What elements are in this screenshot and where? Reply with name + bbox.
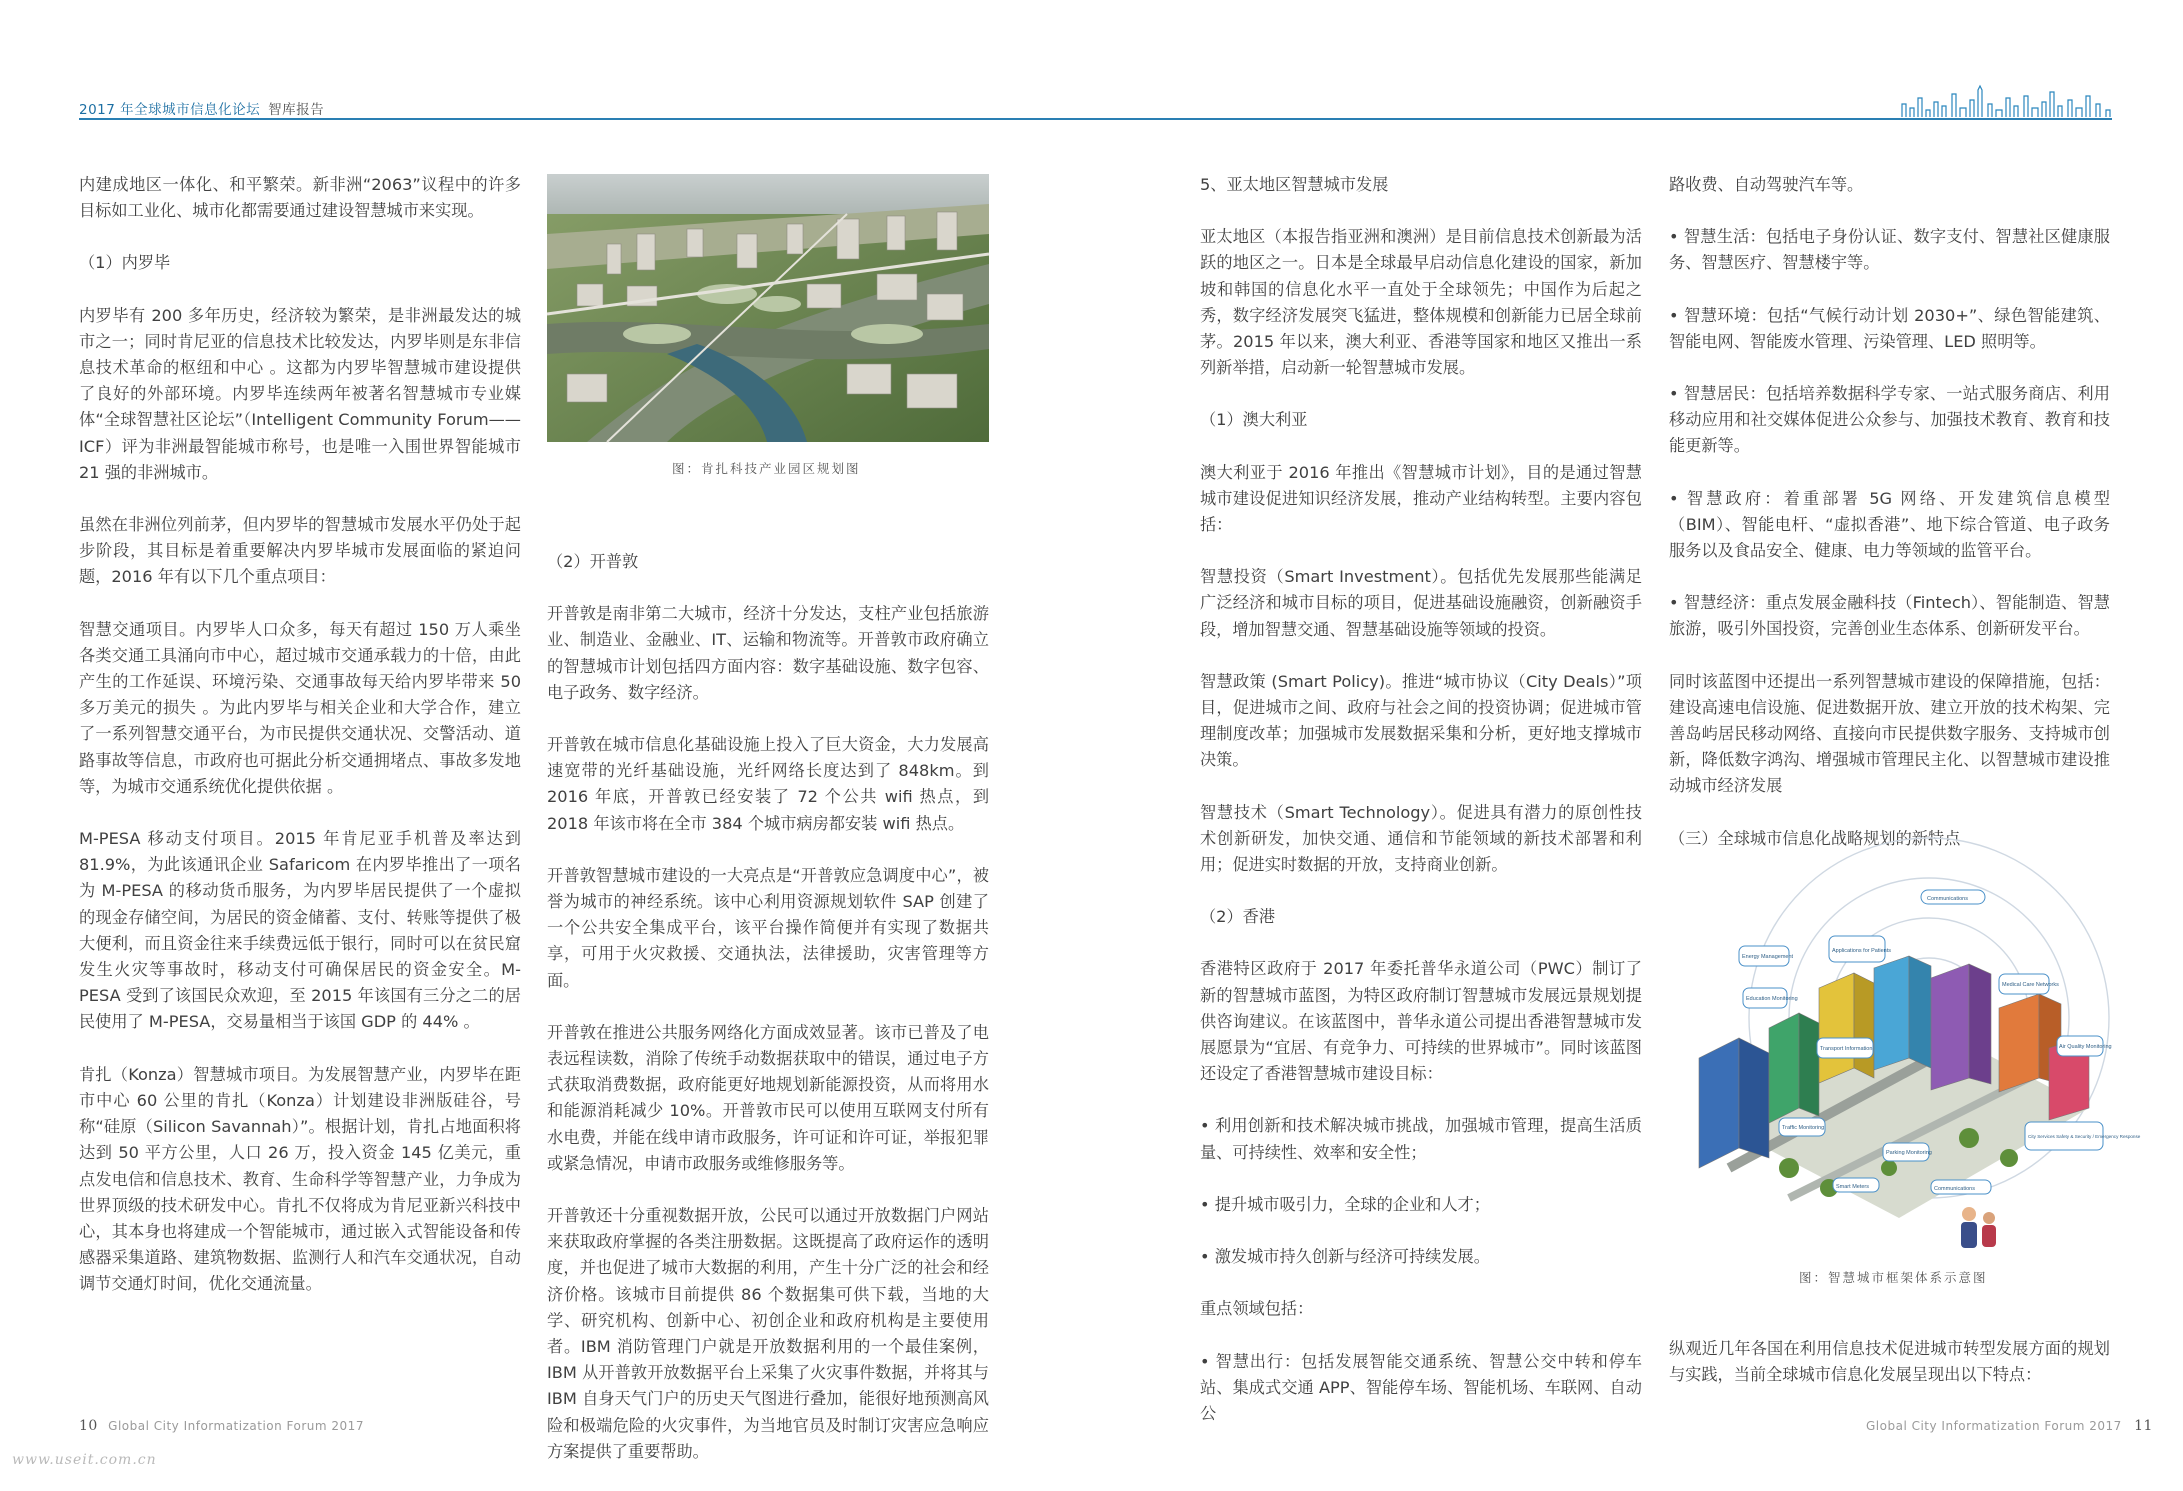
footer-text-right: Global City Informatization Forum 2017 [1866, 1419, 2122, 1433]
paragraph: 重点领域包括： [1200, 1299, 1314, 1319]
paragraph: 澳大利亚于 2016 年推出《智慧城市计划》，目的是通过智慧城市建设促进知识经济发展，推动产业结构转型。主要内容包括： [1200, 462, 1642, 535]
label-transport: Transport Information [1820, 1046, 1873, 1052]
paragraph: 智慧政策 (Smart Policy)。推进“城市协议（City Deals）”项目，促进城市之间、政府与社会之间的投资协调；促进城市管理制度改革；加强城市发展数据采集和分析，更好地支撑城市决策。 [1200, 671, 1642, 770]
label-air-quality: Air Quality Monitoring [2059, 1044, 2112, 1050]
paragraph: 智慧投资（Smart Investment）。包括优先发展那些能满足广泛经济和城市目标的项目，促进基础设施融资，创新融资手段，增加智慧交通、智慧基础设施等领域的投资。 [1200, 567, 1642, 639]
section-heading: （1）内罗毕 [79, 253, 171, 273]
label-city-services: City Services Safety & Security / Emergency Response [2028, 1134, 2141, 1139]
label-smart-meters: Smart Meters [1836, 1184, 1870, 1190]
paragraph: 开普敦在城市信息化基础设施上投入了巨大资金，大力发展高速宽带的光纤基础设施，光纤网络长度达到了 848km。到 2016 年底，开普敦已经安装了 72 个公共 wifi 热点，到 2018 年该市将在全市 384 个城市病房都安装 wifi 热点。 [547, 735, 989, 833]
paragraph: 亚太地区（本报告指亚洲和澳洲）是目前信息技术创新最为活跃的地区之一。日本是全球最早启动信息化建设的国家，新加坡和韩国的信息化水平一直处于全球领先；中国作为后起之秀，数字经济发展突飞猛进，整体规模和创新能力已居全球前茅。2015 年以来，澳大利亚、香港等国家和地区又推出一系列新举措，启动新一轮智慧城市发展。 [1200, 227, 1642, 378]
paragraph: 开普敦在推进公共服务网络化方面成效显著。该市已普及了电表远程读数，消除了传统手动数据获取中的错误，通过电子方式获取消费数据，政府能更好地规划新能源投资，从而将用水和能源消耗减少 10%。开普敦市民可以使用互联网支付所有水电费，并能在线申请市政服务，许可证和许可证，举报犯罪或紧急情况，申请市政服务或维修服务等。 [547, 1022, 989, 1173]
page-number-right: 11 [2134, 1418, 2153, 1434]
bullet-item: • 提升城市吸引力，全球的企业和人才； [1200, 1194, 1490, 1214]
skyline-logo-icon [1900, 84, 2114, 118]
label-communications: Communications [1927, 896, 1968, 902]
paragraph: 内建成地区一体化、和平繁荣。新非洲“2063”议程中的许多目标如工业化、城市化都需要通过建设智慧城市来实现。 [79, 175, 521, 221]
konza-park-plan-image [547, 174, 989, 442]
bullet-item: • 激发城市持久创新与经济可持续发展。 [1200, 1247, 1490, 1267]
watermark: www.useit.com.cn [12, 1452, 157, 1468]
paragraph: 纵观近几年各国在利用信息技术促进城市转型发展方面的规划与实践，当前全球城市信息化发展呈现出以下特点： [1669, 1339, 2110, 1385]
paragraph: 同时该蓝图中还提出一系列智慧城市建设的保障措施，包括：建设高速电信设施、促进数据开放、建立开放的技术构架、完善岛屿居民移动网络、直接向市民提供数字服务、支持城市创新，降低数字鸿沟、增强城市管理民主化、以智慧城市建设推动城市经济发展 [1669, 671, 2110, 796]
bullet-item: • 利用创新和技术解决城市挑战，加强城市管理，提高生活质量、可持续性、效率和安全性； [1200, 1116, 1642, 1162]
report-title: 2017 年全球城市信息化论坛 [79, 102, 261, 118]
paragraph: 开普敦智慧城市建设的一大亮点是“开普敦应急调度中心”，被誉为城市的神经系统。该中心利用资源规划软件 SAP 创建了一个公共安全集成平台，该平台操作简便并有实现了数据共享，可用于火灾救援、交通执法，法律援助，灾害管理等方面。 [547, 865, 989, 990]
section-heading: （1）澳大利亚 [1200, 410, 1308, 430]
label-traffic: Traffic Monitoring [1782, 1125, 1825, 1131]
label-education: Education Monitoring [1746, 996, 1798, 1002]
paragraph: 开普敦还十分重视数据开放，公民可以通过开放数据门户网站来获取政府掌握的各类注册数据。这既提高了政府运作的透明度，并也促进了城市大数据的利用，产生十分广泛的社会和经济价格。该城市目前提供 86 个数据集可供下载，当地的大学、研究机构、创新中心、初创企业和政府机构是主要使用者。IBM 消防管理门户就是开放数据利用的一个最佳案例，IBM 从开普敦开放数据平台上采集了火灾事件数据，并将其与 IBM 自身天气门户的历史天气图进行叠加，能很好地预测高风险和极端危险的火灾事件，为当地官员及时制订灾害应急响应方案提供了重要帮助。 [547, 1206, 989, 1461]
column-3 [1200, 172, 1642, 1453]
header-rule [79, 118, 2112, 120]
section-heading: （2）开普敦 [547, 552, 639, 571]
footer-left [79, 1418, 364, 1434]
bullet-item: • 智慧居民：包括培养数据科学专家、一站式服务商店、利用移动应用和社交媒体促进公众参与、加强技术教育、教育和技能更新等。 [1669, 384, 2110, 456]
bullet-item: • 智慧生活：包括电子身份认证、数字支付、智慧社区健康服务、智慧医疗、智慧楼宇等。 [1669, 227, 2110, 273]
people-icon [1961, 1207, 1996, 1248]
label-communications-2: Communications [1934, 1186, 1975, 1192]
bullet-item: • 智慧环境：包括“气候行动计划 2030+”、绿色智能建筑、智能电网、智能废水管理、污染管理、LED 照明等。 [1669, 305, 2110, 351]
paragraph: 内罗毕有 200 多年历史，经济较为繁荣，是非洲最发达的城市之一；同时肯尼亚的信息技术比较发达，内罗毕则是东非信息技术革命的枢纽和中心 。这都为内罗毕智慧城市建设提供了良好的外部环境。内罗毕连续两年被著名智慧城市专业媒体“全球智慧社区论坛”（Intelligent Community Forum——ICF）评为非洲最智能城市称号，也是唯一入围世界智能城市 21 强的非洲城市。 [79, 305, 521, 482]
figure-caption-framework: 图：智慧城市框架体系示意图 [1799, 1270, 1988, 1285]
section-heading: 5、亚太地区智慧城市发展 [1200, 175, 1389, 194]
bullet-item: • 智慧出行：包括发展智能交通系统、智慧公交中转和停车站、集成式交通 APP、智能停车场、智能机场、车联网、自动公 [1200, 1351, 1642, 1423]
label-medical: Medical Care Networks [2002, 982, 2059, 988]
label-applications: Applications for Patients [1832, 948, 1892, 954]
column-1 [79, 172, 521, 1324]
paragraph: 开普敦是南非第二大城市，经济十分发达，支柱产业包括旅游业、制造业、金融业、IT、运输和物流等。开普敦市政府确立的智慧城市计划包括四方面内容：数字基础设施、数字包容、电子政务、数字经济。 [547, 604, 989, 702]
bullet-item: • 智慧经济：重点发展金融科技（Fintech）、智能制造、智慧旅游，吸引外国投资，完善创业生态体系、创新研发平台。 [1669, 593, 2110, 639]
bullet-item: • 智慧政府：着重部署 5G 网络、开发建筑信息模型（BIM）、智能电杆、“虚拟香港”、地下综合管道、电子政务服务以及食品安全、健康、电力等领域的监管平台。 [1669, 488, 2110, 561]
page-number-left: 10 [79, 1418, 98, 1434]
section-heading: （2）香港 [1200, 907, 1276, 927]
paragraph: M-PESA 移动支付项目。2015 年肯尼亚手机普及率达到 81.9%，为此该通讯企业 Safaricom 在内罗毕推出了一项名为 M-PESA 的移动货币服务，为内罗毕居民提供了一个虚拟的现金存储空间，为居民的资金储蓄、支付、转账等提供了极大便利，而且资金往来手续费远低于银行，同时可以在贫民窟发生火灾等事故时，移动支付可确保居民的资金安全。M-PESA 受到了该国民众欢迎，至 2015 年该国有三分之二的居民使用了 M-PESA，交易量相当于该国 GDP 的 44% 。 [79, 829, 521, 1032]
footer-text-left: Global City Informatization Forum 2017 [108, 1419, 364, 1433]
paragraph: 肯扎（Konza）智慧城市项目。为发展智慧产业，内罗毕在距市中心 60 公里的肯扎（Konza）计划建设非洲版硅谷，号称“硅原（Silicon Savannah）”。根据计划，肯扎占地面积将达到 50 平方公里，人口 26 万，投入资金 145 亿美元，重点发电信和信息技术、教育、生命科学等智慧产业，力争成为世界顶级的技术研发中心。肯扎不仅将成为肯尼亚新兴科技中心，其本身也将建成一个智能城市，通过嵌入式智能设备和传感器采集道路、建筑物数据、监测行人和汽车交通状况，自动调节交通灯时间，优化交通流量。 [79, 1064, 521, 1294]
paragraph: 虽然在非洲位列前茅，但内罗毕的智慧城市发展水平仍处于起步阶段，其目标是着重要解决内罗毕城市发展面临的紧迫问题，2016 年有以下几个重点项目： [79, 515, 521, 587]
label-parking: Parking Monitoring [1886, 1150, 1932, 1156]
figure-caption-konza: 图：肯扎科技产业园区规划图 [672, 461, 861, 476]
report-subtitle: 智库报告 [268, 102, 325, 118]
column-4-end [1669, 1336, 2110, 1414]
column-2 [547, 549, 989, 1491]
paragraph: 智慧交通项目。内罗毕人口众多，每天有超过 150 万人乘坐各类交通工具涌向市中心，超过城市交通承载力的十倍，由此产生的工作延误、环境污染、交通事故每天给内罗毕带来 50 多万美元的损失 。为此内罗毕与相关企业和大学合作，建立了一系列智慧交通平台，为市民提供交通状况、交警活动、道路事故等信息，市政府也可据此分析交通拥堵点、事故多发地等，为城市交通系统优化提供依据 。 [79, 619, 521, 796]
smart-city-framework-image [1669, 868, 2141, 1258]
header-title [79, 98, 324, 118]
paragraph: 路收费、自动驾驶汽车等。 [1669, 175, 1864, 194]
section-heading: （三）全球城市信息化战略规划的新特点 [1669, 828, 1961, 848]
footer-right [1866, 1418, 2153, 1434]
paragraph: 香港特区政府于 2017 年委托普华永道公司（PWC）制订了新的智慧城市蓝图，为特区政府制订智慧城市发展远景规划提供咨询建议。在该蓝图中，普华永道公司提出香港智慧城市发展愿景为“宜居、有竞争力、可持续的世界城市”。同时该蓝图还设定了香港智慧城市建设目标： [1200, 959, 1642, 1084]
paragraph: 智慧技术（Smart Technology）。促进具有潜力的原创性技术创新研发，加快交通、通信和节能领域的新技术部署和利用；促进实时数据的开放，支持商业创新。 [1200, 802, 1642, 875]
column-4 [1669, 172, 2110, 878]
label-energy: Energy Management [1742, 954, 1794, 960]
